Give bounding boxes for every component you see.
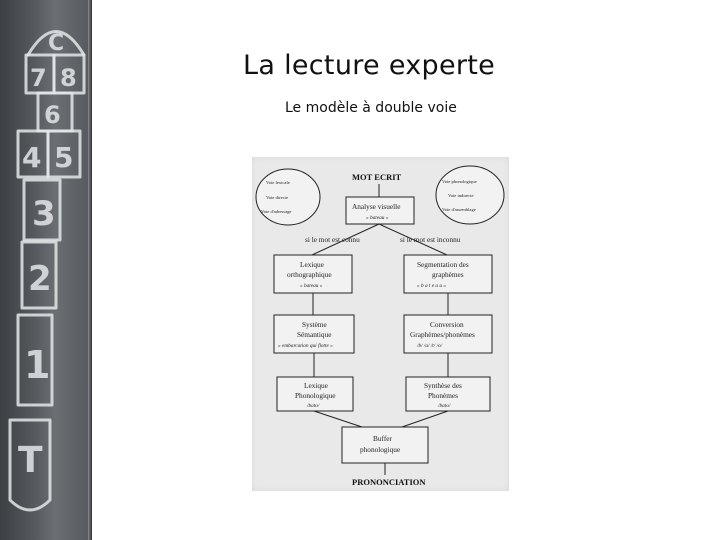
branch-label: si le mot est connu: [305, 235, 360, 244]
box-text: Lexique: [300, 260, 324, 269]
hopscotch-label: 3: [32, 194, 56, 234]
box-text: Segmentation des: [417, 260, 469, 269]
box-text: graphèmes: [432, 270, 464, 279]
box-text: Buffer: [373, 434, 392, 443]
hopscotch-label: 7: [30, 64, 47, 92]
box-text: « bateau »: [300, 283, 323, 289]
box-text: phonologique: [360, 445, 401, 454]
box-text: Analyse visuelle: [352, 202, 401, 211]
hopscotch-label: 2: [28, 259, 52, 299]
ellipse-text: Voie indirecte: [448, 193, 474, 198]
hopscotch-drawing: [0, 0, 92, 540]
box-text: Sémantique: [297, 330, 332, 339]
ellipse-text: Voie lexicale: [266, 180, 290, 185]
ellipse-text: Voie d'assemblage: [442, 207, 476, 212]
hopscotch-label: T: [18, 440, 43, 481]
box-text: Phonèmes: [428, 391, 458, 400]
hopscotch-photo: [0, 0, 92, 540]
box-text: Phonologique: [295, 391, 336, 400]
hopscotch-label: 4: [22, 141, 42, 174]
hopscotch-label: C: [48, 31, 65, 56]
branch-label: si le mot est inconnu: [400, 235, 461, 244]
box-text: « embarcation qui flotte »: [278, 343, 333, 349]
dual-route-diagram: [252, 157, 509, 491]
hopscotch-label: 8: [60, 64, 77, 92]
hopscotch-label: 5: [54, 141, 74, 174]
box-text: Graphèmes/phonèmes: [410, 330, 475, 339]
ellipse-text: Voie phonologique: [442, 179, 477, 184]
hopscotch-label: 1: [24, 343, 51, 387]
box-text: orthographique: [287, 270, 332, 279]
box-text: Synthèse des: [424, 381, 462, 390]
ellipse-text: Voie d'adressage: [261, 209, 292, 214]
diagram-svg: [252, 157, 509, 491]
diagram-top-label: MOT ECRIT: [352, 172, 402, 182]
box-text: Système: [302, 320, 327, 329]
box-text: Conversion: [430, 320, 464, 329]
slide-subtitle: Le modèle à double voie: [285, 100, 457, 116]
hopscotch-label: 6: [44, 101, 61, 129]
box-text: « bateau »: [366, 215, 389, 221]
diagram-bottom-label: PRONONCIATION: [352, 477, 426, 487]
box-text: /bato/: [438, 403, 451, 409]
box-text: Lexique: [304, 381, 328, 390]
box-text: « b a t e a u »: [417, 283, 446, 289]
box-text: /bato/: [307, 403, 320, 409]
ellipse-text: Voie directe: [266, 195, 288, 200]
slide-title: La lecture experte: [243, 50, 496, 81]
box-text: /b/ /a/ /t/ /o/: [417, 343, 443, 349]
